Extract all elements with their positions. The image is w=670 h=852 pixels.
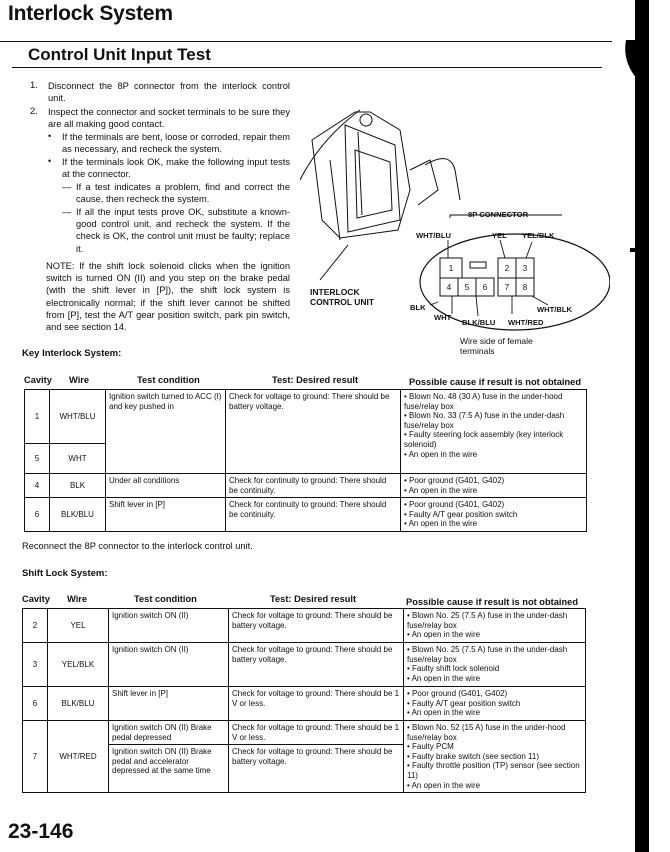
table-row (23, 609, 586, 643)
cause-item: • An open in the wire (407, 630, 481, 640)
table-row (25, 474, 587, 498)
cause-item: • An open in the wire (407, 780, 481, 790)
cause-item: • Faulty A/T gear position switch (404, 509, 518, 519)
cell-cause (404, 609, 586, 643)
cell-cause (404, 687, 586, 721)
col-cavity: Cavity (24, 375, 52, 385)
cell-wire: BLK/BLU (48, 687, 109, 721)
cause-item: • Faulty shift lock solenoid (407, 664, 500, 674)
cause-item: • Faulty PCM (407, 742, 454, 752)
key-interlock-heading: Key Interlock System: (22, 348, 122, 359)
cell-wire: WHT/BLU (50, 390, 106, 444)
cell-cause (401, 498, 587, 532)
cause-item: • Poor ground (G401, G402) (407, 689, 508, 698)
cell-condition: Shift lever in [P] (106, 498, 226, 532)
control-unit-label: INTERLOCK CONTROL UNIT (310, 287, 375, 307)
cell-wire: WHT (50, 444, 106, 474)
control-unit-illustration (300, 110, 460, 280)
connector-key (470, 262, 486, 268)
table-row (25, 498, 587, 532)
bullet-2-text: If the terminals look OK, make the following input tests at the connector. (62, 157, 290, 180)
pin-label-3: 3 (522, 264, 528, 273)
cell-wire: WHT/RED (48, 721, 109, 793)
dash-2-text: If all the input tests prove OK, substitute a known-good control unit, and recheck the system. If the check is OK, the control unit must be faulty; replace it. (76, 207, 290, 254)
connector-diagram (300, 70, 610, 360)
cell-cause (404, 643, 586, 687)
cell-result: Check for voltage to ground: There should be battery voltage. (229, 745, 404, 793)
table-row (23, 721, 586, 745)
cell-condition: Ignition switch ON (II) (109, 643, 229, 687)
wire-blk-blu: BLK/BLU (462, 318, 496, 327)
dash-marker: — (62, 207, 72, 217)
reconnect-text: Reconnect the 8P connector to the interlock control unit. (22, 541, 253, 551)
cause-item: • An open in the wire (404, 519, 478, 529)
dash-marker: — (62, 182, 72, 192)
section-rule (12, 67, 602, 68)
step-2-number: 2. (30, 106, 38, 116)
wire-wht-blu: WHT/BLU (416, 231, 452, 240)
cell-cavity: 6 (25, 498, 50, 532)
table-row (25, 390, 587, 444)
col-condition: Test condition (134, 594, 197, 604)
col-cause: Possible cause if result is not obtained (406, 597, 579, 607)
cell-cavity: 3 (23, 643, 48, 687)
cause-item: • Blown No. 25 (7.5 A) fuse in the under-dash fuse/relay box (407, 611, 568, 630)
pin-label-4: 4 (446, 283, 452, 292)
dash-1-text: If a test indicates a problem, find and correct the cause, then recheck the system. (76, 182, 290, 205)
cause-item: • Blown No. 33 (7.5 A) fuse in the under-dash fuse/relay box (404, 411, 565, 430)
cell-cause (404, 721, 586, 793)
cause-item: • An open in the wire (407, 673, 481, 683)
cell-result: Check for voltage to ground: There should be 1 V or less. (229, 721, 404, 745)
wire-blk: BLK (410, 303, 426, 312)
wire-wht-blk: WHT/BLK (537, 305, 573, 314)
cause-item: • An open in the wire (404, 485, 478, 495)
cell-condition: Shift lever in [P] (109, 687, 229, 721)
col-wire: Wire (69, 375, 90, 385)
cause-item: • Poor ground (G401, G402) (404, 476, 505, 485)
key-interlock-table (24, 389, 587, 532)
table-row (23, 687, 586, 721)
page-title: Interlock System (8, 2, 173, 25)
cause-item: • An open in the wire (404, 449, 478, 459)
table-row (23, 643, 586, 687)
cell-wire: BLK (50, 474, 106, 498)
page-number: 23-146 (8, 820, 74, 843)
col-result: Test: Desired result (270, 594, 357, 604)
wire-wht: WHT (434, 313, 452, 322)
col-cause: Possible cause if result is not obtained (409, 377, 582, 387)
col-cavity: Cavity (22, 594, 50, 604)
note-text: NOTE: If the shift lock solenoid clicks when the ignition switch is turned ON (II) and you step on the brake pedal (with the shift lever in [P]), the shift lock system is electronically normal; if the shift lever cannot be shifted from [P], test the A/T gear position switch, park pin switch, and see section 14. (46, 261, 290, 333)
cell-result: Check for voltage to ground: There should be battery voltage. (226, 390, 401, 474)
cell-condition: Ignition switch turned to ACC (I) and key pushed in (106, 390, 226, 474)
cell-cavity: 4 (25, 474, 50, 498)
col-result: Test: Desired result (272, 375, 359, 385)
cause-item: • Blown No. 48 (30 A) fuse in the under-hood fuse/relay box (404, 392, 563, 411)
cause-item: • Blown No. 25 (7.5 A) fuse in the under-dash fuse/relay box (407, 645, 568, 664)
section-title: Control Unit Input Test (28, 45, 211, 64)
cell-result: Check for voltage to ground: There should be battery voltage. (229, 609, 404, 643)
col-condition: Test condition (137, 375, 200, 385)
col-wire: Wire (67, 594, 88, 604)
cell-cavity: 2 (23, 609, 48, 643)
cell-wire: BLK/BLU (50, 498, 106, 532)
pin-label-2: 2 (504, 264, 510, 273)
cell-cause (401, 474, 587, 498)
cause-item: • Poor ground (G401, G402) (404, 500, 505, 510)
pin-label-6: 6 (482, 283, 488, 292)
cause-item: • Faulty throttle position (TP) sensor (see section 11) (407, 761, 580, 780)
cell-cavity: 6 (23, 687, 48, 721)
cause-item: • Faulty steering lock assembly (key interlock solenoid) (404, 430, 564, 449)
cell-cause (401, 390, 587, 474)
cause-item: • Faulty A/T gear position switch (407, 698, 521, 708)
wire-wht-red: WHT/RED (508, 318, 544, 327)
pin-label-8: 8 (522, 283, 528, 292)
cell-result: Check for continuity to ground: There should be continuity. (226, 498, 401, 532)
bullet-marker: • (48, 156, 52, 166)
cell-condition: Ignition switch ON (II) Brake pedal and accelerator depressed at the same time (109, 745, 229, 793)
cause-item: • An open in the wire (407, 708, 481, 718)
shift-lock-table (22, 608, 586, 793)
cell-result: Check for voltage to ground: There should be battery voltage. (229, 643, 404, 687)
cell-result: Check for voltage to ground: There should be 1 V or less. (229, 687, 404, 721)
wire-yel: YEL (492, 231, 507, 240)
connector-title: 8P CONNECTOR (468, 210, 529, 219)
step-1-text: Disconnect the 8P connector from the interlock control unit. (48, 81, 290, 104)
cell-cavity: 7 (23, 721, 48, 793)
cause-item: • Faulty brake switch (see section 11) (407, 751, 540, 761)
step-1-number: 1. (30, 80, 38, 90)
step-2-text: Inspect the connector and socket terminals to be sure they are all making good contact. (48, 107, 290, 130)
cell-cavity: 1 (25, 390, 50, 444)
pin-label-5: 5 (464, 283, 470, 292)
wire-yel-blk: YEL/BLK (522, 231, 555, 240)
pin-label-7: 7 (504, 283, 510, 292)
bullet-1-text: If the terminals are bent, loose or corroded, repair them as necessary, and recheck the system. (62, 132, 290, 155)
cell-wire: YEL/BLK (48, 643, 109, 687)
shift-lock-heading: Shift Lock System: (22, 568, 108, 579)
pin-label-1: 1 (448, 264, 454, 273)
bullet-marker: • (48, 131, 52, 141)
cell-condition: Ignition switch ON (II) (109, 609, 229, 643)
cell-condition: Ignition switch ON (II) Brake pedal depressed (109, 721, 229, 745)
connector-caption: Wire side of female terminals (460, 336, 533, 356)
binding-edge (612, 0, 670, 852)
cell-condition: Under all conditions (106, 474, 226, 498)
cell-result: Check for continuity to ground: There should be continuity. (226, 474, 401, 498)
cell-cavity: 5 (25, 444, 50, 474)
title-rule (0, 41, 612, 42)
cell-wire: YEL (48, 609, 109, 643)
cause-item: • Blown No. 52 (15 A) fuse in the under-hood fuse/relay box (407, 723, 566, 742)
